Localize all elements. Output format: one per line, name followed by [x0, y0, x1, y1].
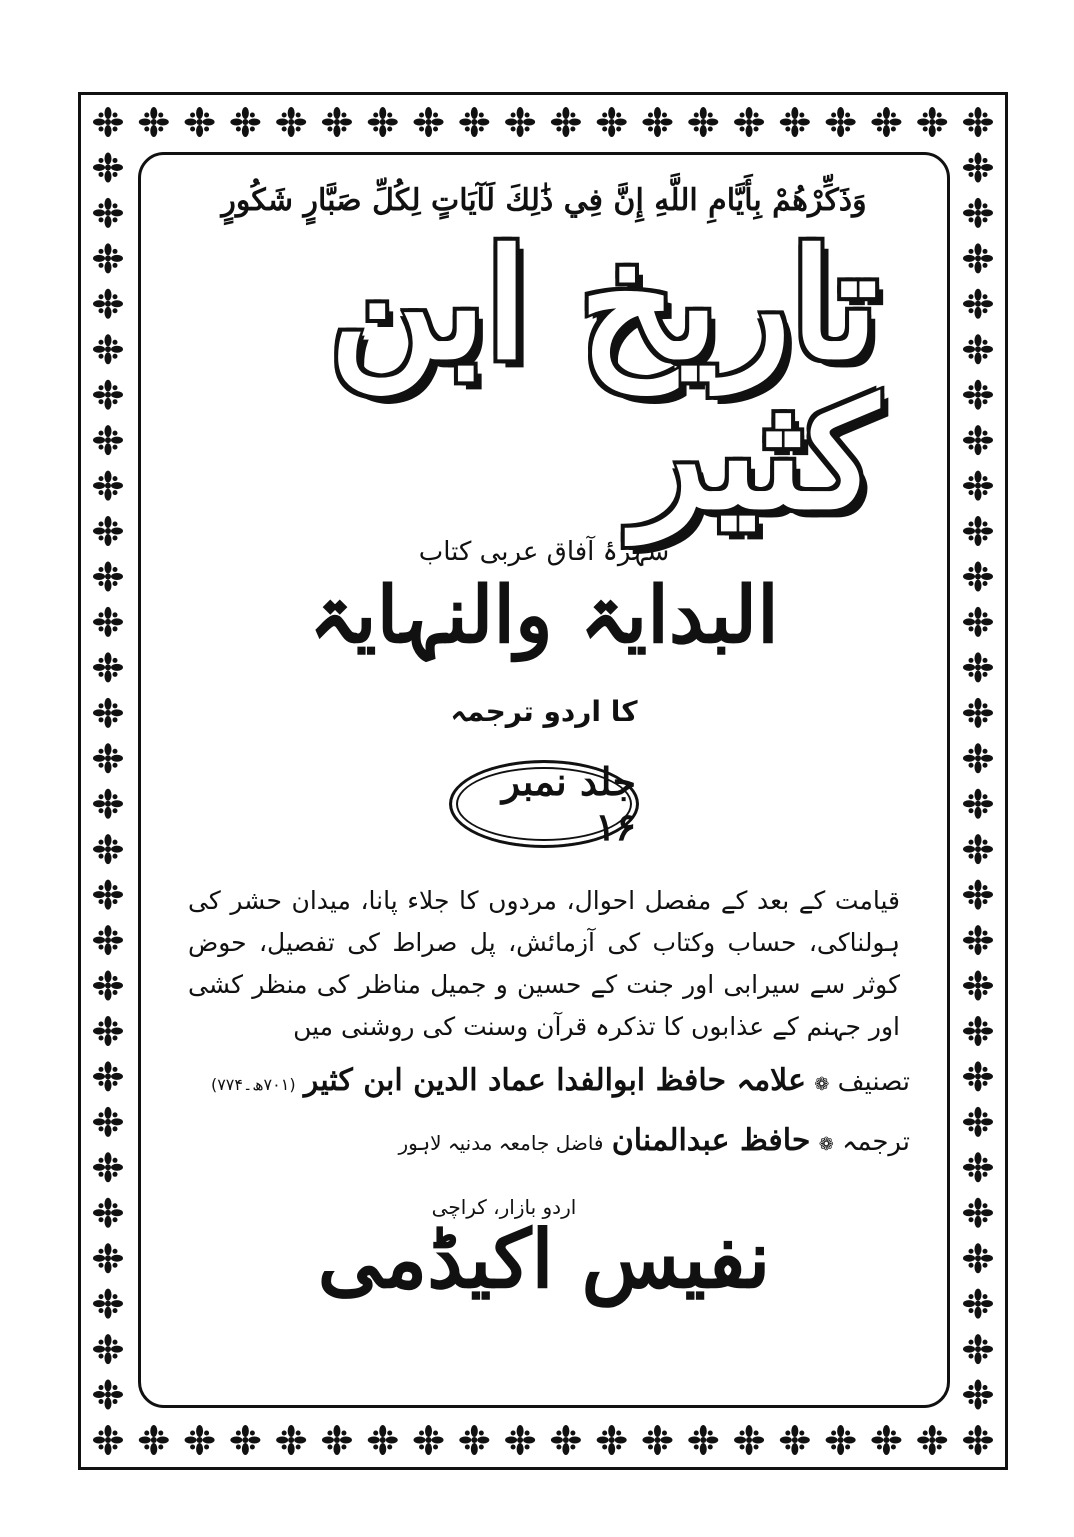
flower-ornament-icon: ❁: [814, 1074, 830, 1095]
flower-ornament-icon: [93, 834, 123, 864]
volume-badge: [449, 760, 639, 848]
flower-ornament-icon: [276, 1425, 306, 1455]
flower-ornament-icon: [551, 1425, 581, 1455]
flower-ornament-icon: [642, 1425, 672, 1455]
flower-ornament-icon: [93, 1198, 123, 1228]
flower-ornament-icon: [688, 1425, 718, 1455]
flower-ornament-icon: [230, 107, 260, 137]
flower-ornament-icon: [368, 107, 398, 137]
flower-ornament-icon: [93, 698, 123, 728]
flower-ornament-icon: [963, 1152, 993, 1182]
flower-ornament-icon: [93, 561, 123, 591]
flower-ornament-icon: [963, 1016, 993, 1046]
main-title: تاریخ ابن کثیر: [329, 217, 878, 543]
flower-ornament-icon: [963, 152, 993, 182]
flower-ornament-icon: [551, 107, 581, 137]
flower-ornament-icon: [322, 107, 352, 137]
flower-ornament-icon: [963, 880, 993, 910]
flower-ornament-icon: [826, 107, 856, 137]
flower-ornament-icon: [963, 107, 993, 137]
flower-ornament-icon: [780, 107, 810, 137]
flower-ornament-icon: [963, 1425, 993, 1455]
flower-ornament-icon: [185, 107, 215, 137]
flower-ornament-icon: [642, 107, 672, 137]
flower-ornament-icon: [963, 925, 993, 955]
flower-ornament-icon: [963, 607, 993, 637]
publisher-address: اردو بازار، کراچی: [431, 1195, 577, 1219]
flower-ornament-icon: [963, 834, 993, 864]
flower-ornament-icon: [414, 1425, 444, 1455]
original-book-name: البدایۃ والنہایۃ: [309, 570, 779, 661]
quran-verse: وَذَكِّرْهُمْ بِأَيَّامِ اللَّهِ إِنَّ فِي ذَٰلِكَ لَآيَاتٍ لِكُلِّ صَبَّارٍ شَكُورٍ: [221, 183, 867, 218]
flower-ornament-icon: [93, 1016, 123, 1046]
author-dates: (۷۰۱ھ۔۷۷۴): [210, 1075, 296, 1094]
flower-ornament-icon: [185, 1425, 215, 1455]
flower-ornament-icon: [688, 107, 718, 137]
flower-ornament-icon: [93, 289, 123, 319]
flower-ornament-icon: [93, 107, 123, 137]
flower-ornament-icon: [230, 1425, 260, 1455]
flower-ornament-icon: [963, 561, 993, 591]
flower-ornament-icon: [963, 698, 993, 728]
flower-ornament-icon: [276, 107, 306, 137]
flower-ornament-icon: ❁: [818, 1134, 834, 1155]
flower-ornament-icon: [963, 652, 993, 682]
flower-ornament-icon: [963, 380, 993, 410]
flower-ornament-icon: [963, 971, 993, 1001]
flower-ornament-icon: [963, 1061, 993, 1091]
flower-ornament-icon: [963, 1243, 993, 1273]
flower-ornament-icon: [597, 1425, 627, 1455]
translator-label: ترجمہ: [842, 1127, 910, 1157]
flower-ornament-icon: [93, 925, 123, 955]
flower-ornament-icon: [780, 1425, 810, 1455]
flower-ornament-icon: [139, 107, 169, 137]
flower-ornament-icon: [93, 1061, 123, 1091]
flower-ornament-icon: [963, 425, 993, 455]
flower-ornament-icon: [963, 1334, 993, 1364]
flower-ornament-icon: [963, 289, 993, 319]
flower-ornament-icon: [917, 107, 947, 137]
description: قیامت کے بعد کے مفصل احوال، مردوں کا جلاء پانا، میدان حشر کی ہولناکی، حساب وکتاب کی آزمائش، پل صراط کی تفصیل، حوض کوثر سے سیرابی اور جنت کے حسین و جمیل مناظر کی منظر کشی اور جہنم کے عذابوں کا تذکرہ قرآن وسنت کی روشنی میں: [188, 886, 900, 1041]
flower-ornament-icon: [93, 789, 123, 819]
flower-ornament-icon: [459, 107, 489, 137]
flower-ornament-icon: [93, 607, 123, 637]
flower-ornament-icon: [93, 743, 123, 773]
flower-ornament-icon: [963, 1198, 993, 1228]
flower-ornament-icon: [93, 652, 123, 682]
flower-ornament-icon: [871, 1425, 901, 1455]
flower-ornament-icon: [734, 1425, 764, 1455]
flower-ornament-icon: [93, 1289, 123, 1319]
translation-note: کا اردو ترجمہ: [450, 695, 638, 728]
title-page: [150, 165, 938, 1395]
flower-ornament-icon: [917, 1425, 947, 1455]
flower-ornament-icon: [505, 107, 535, 137]
title-container: [210, 217, 878, 543]
volume-label: جلد نمبر ۱۶: [501, 759, 636, 849]
flower-ornament-icon: [597, 107, 627, 137]
flower-ornament-icon: [93, 334, 123, 364]
flower-ornament-icon: [93, 1243, 123, 1273]
flower-ornament-icon: [93, 1152, 123, 1182]
flower-ornament-icon: [93, 425, 123, 455]
flower-ornament-icon: [93, 880, 123, 910]
translator-affiliation: فاضل جامعہ مدنیہ لاہور: [398, 1131, 604, 1155]
flower-ornament-icon: [93, 971, 123, 1001]
translator-name: حافظ عبدالمنان: [611, 1123, 811, 1158]
author-name: علامہ حافظ ابوالفدا عماد الدین ابن کثیر: [303, 1063, 806, 1098]
author-line: [160, 1063, 910, 1098]
flower-ornament-icon: [93, 1107, 123, 1137]
flower-ornament-icon: [93, 152, 123, 182]
flower-ornament-icon: [963, 1380, 993, 1410]
flower-ornament-icon: [963, 334, 993, 364]
flower-ornament-icon: [93, 243, 123, 273]
publisher-name: نفیس اکیڈمی: [317, 1212, 771, 1306]
flower-ornament-icon: [871, 107, 901, 137]
translator-line: [160, 1123, 910, 1158]
flower-ornament-icon: [505, 1425, 535, 1455]
flower-ornament-icon: [963, 471, 993, 501]
flower-ornament-icon: [93, 1334, 123, 1364]
flower-ornament-icon: [459, 1425, 489, 1455]
flower-ornament-icon: [93, 471, 123, 501]
flower-ornament-icon: [93, 380, 123, 410]
flower-ornament-icon: [93, 198, 123, 228]
flower-ornament-icon: [963, 198, 993, 228]
subtitle: شہرۂ آفاق عربی کتاب: [418, 537, 670, 567]
flower-ornament-icon: [826, 1425, 856, 1455]
flower-ornament-icon: [93, 516, 123, 546]
flower-ornament-icon: [93, 1425, 123, 1455]
flower-ornament-icon: [322, 1425, 352, 1455]
flower-ornament-icon: [963, 243, 993, 273]
flower-ornament-icon: [93, 1380, 123, 1410]
flower-ornament-icon: [963, 1107, 993, 1137]
flower-ornament-icon: [963, 743, 993, 773]
author-label: تصنیف: [837, 1067, 910, 1097]
flower-ornament-icon: [963, 789, 993, 819]
flower-ornament-icon: [963, 1289, 993, 1319]
flower-ornament-icon: [414, 107, 444, 137]
flower-ornament-icon: [963, 516, 993, 546]
flower-ornament-icon: [139, 1425, 169, 1455]
flower-ornament-icon: [368, 1425, 398, 1455]
flower-ornament-icon: [734, 107, 764, 137]
